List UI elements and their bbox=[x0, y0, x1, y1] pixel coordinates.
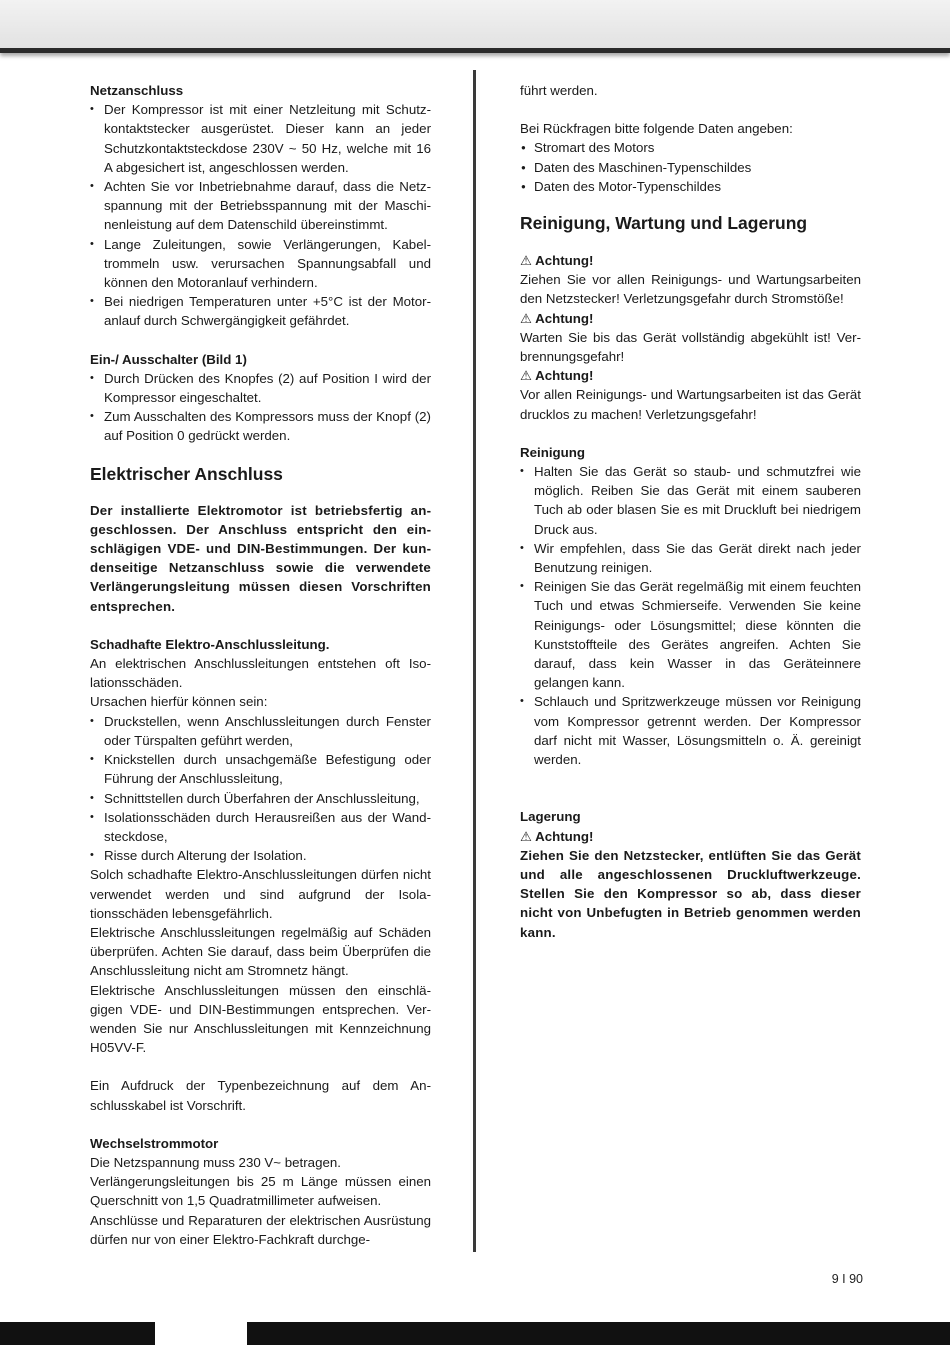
paragraph: Ziehen Sie vor allen Reinigungs- und Wartungsarbeiten den Netzstecker! Verletzungsgefahr durch Stromstöße! bbox=[520, 272, 861, 307]
warning-label: ⚠ Achtung! bbox=[520, 310, 594, 326]
section-title-lagerung: Lagerung bbox=[520, 809, 581, 825]
section-title-wechselstrommotor: Wechselstrommotor bbox=[90, 1135, 219, 1151]
footer-bar-gap bbox=[155, 1322, 247, 1345]
lagerung-notice: Ziehen Sie den Netzstecker, entlüften Sie das Gerät und alle angeschlossenen Druckluftwerkzeuge. Stellen Sie den Kompressor so ab, dass dieser nicht von Unbefugten in Betrieb genommen werden kann. bbox=[520, 847, 861, 940]
list-item: • Durch Drücken des Knopfes (2) auf Position I wird der Kompressor eingeschaltet. bbox=[90, 369, 431, 407]
paragraph: Bei Rückfragen bitte folgende Daten angeben: bbox=[520, 121, 793, 137]
paragraph: Ursachen hierfür können sein: bbox=[90, 694, 268, 710]
elektro-notice: Der installierte Elektromotor ist betriebsfertig angeschlossen. Der Anschluss entspricht den einschlägigen VDE- und DIN-Bestimmungen. Der kundenseitige Netzanschluss sowie die verwendete Verlängerungsleitung müssen diesen Vorschriften entsprechen. bbox=[90, 502, 431, 614]
list-item: • Bei niedrigen Temperaturen unter +5°C ist der Motoranlauf durch Schwergängigkeit gefährdet. bbox=[90, 292, 431, 330]
list-item: • Risse durch Alterung der Isolation. bbox=[90, 846, 431, 865]
list-item: • Schnittstellen durch Überfahren der Anschlussleitung, bbox=[90, 789, 431, 808]
list-item: • Wir empfehlen, dass Sie das Gerät direkt nach jeder Benutzung reinigen. bbox=[520, 539, 861, 577]
paragraph: Verlängerungsleitungen bis 25 m Länge müssen einen Querschnitt von 1,5 Quadratmillimeter aufweisen. bbox=[90, 1174, 431, 1209]
paragraph: Warten Sie bis das Gerät vollständig abgekühlt ist! Verbrennungsgefahr! bbox=[520, 329, 861, 365]
list-item: • Druckstellen, wenn Anschlussleitungen durch Fenster oder Türspalten geführt werden, bbox=[90, 712, 431, 750]
list-item: • Isolationsschäden durch Herausreißen aus der Wandsteckdose, bbox=[90, 808, 431, 846]
paragraph: Elektrische Anschlussleitungen regelmäßig auf Schäden überprüfen. Achten Sie darauf, dass beim Überprüfen die Anschlussleitung nicht am Stromnetz hängt. bbox=[90, 924, 431, 979]
section-title-switch: Ein-/ Ausschalter (Bild 1) bbox=[90, 351, 247, 367]
list-item: • Halten Sie das Gerät so staub- und schmutzfrei wie möglich. Reiben Sie das Gerät mit einem sauberen Tuch ab oder blasen Sie es mit Druckluft bei niedrigem Druck aus. bbox=[520, 462, 861, 539]
list-item: ● Daten des Maschinen-Typenschildes bbox=[520, 158, 861, 177]
paragraph: Solch schadhafte Elektro-Anschlussleitungen dürfen nicht verwendet werden und sind aufgrund der Isolationsschäden lebensgefährlich. bbox=[90, 867, 431, 921]
paragraph: Ein Aufdruck der Typenbezeichnung auf dem Anschlusskabel ist Vorschrift. bbox=[90, 1078, 431, 1113]
list-item: • Lange Zuleitungen, sowie Verlängerungen, Kabeltrommeln usw. verursachen Spannungsabfall und können den Motoranlauf verhindern. bbox=[90, 235, 431, 293]
paragraph: Die Netzspannung muss 230 V~ betragen. bbox=[90, 1154, 341, 1170]
netzanschluss-list bbox=[90, 100, 431, 330]
right-column bbox=[520, 81, 861, 942]
warning-label: ⚠ Achtung! bbox=[520, 368, 594, 384]
left-column bbox=[90, 81, 431, 1249]
warning-label: ⚠ Achtung! bbox=[520, 828, 594, 844]
list-item: • Reinigen Sie das Gerät regelmäßig mit einem feuchten Tuch und etwas Schmierseife. Verwenden Sie keine Reinigungs- oder Lösungsmittel; diese könnten die Kunststoffteile des Gerätes angreifen. Achten Sie darauf, dass kein Wasser in das Geräteinnere gelangen kann. bbox=[520, 577, 861, 692]
section-title-reinigung-wartung-lagerung: Reinigung, Wartung und Lagerung bbox=[520, 213, 808, 234]
list-item: • Der Kompressor ist mit einer Netzleitung mit Schutzkontaktstecker ausgerüstet. Dieser kann an jeder Schutzkontaktsteckdose 230V ~ 50 Hz, welche mit 16 A abgesichert ist, angeschlossen werden. bbox=[90, 100, 431, 177]
list-item: • Achten Sie vor Inbetriebnahme darauf, dass die Netzspannung mit der Betriebsspannung mit der Maschinenleistung auf dem Datenschild übereinstimmt. bbox=[90, 177, 431, 235]
footer-bar bbox=[0, 1322, 950, 1345]
list-item: • Schlauch und Spritzwerkzeuge müssen vor Reinigung vom Kompressor getrennt werden. Der Kompressor darf nicht mit Wasser, Lösungsmitteln o. Ä. gereinigt werden. bbox=[520, 692, 861, 769]
list-item: ● Stromart des Motors bbox=[520, 138, 861, 157]
paragraph: An elektrischen Anschlussleitungen entstehen oft Isolationsschäden. bbox=[90, 656, 431, 691]
warning-label: ⚠ Achtung! bbox=[520, 253, 594, 269]
column-divider bbox=[473, 70, 476, 1252]
paragraph: Anschlüsse und Reparaturen der elektrischen Ausrüstung dürfen nur von einer Elektro-Fachkraft durchge- bbox=[90, 1212, 431, 1247]
section-title-elektrischer-anschluss: Elektrischer Anschluss bbox=[90, 463, 283, 484]
switch-list bbox=[90, 369, 431, 446]
list-item: • Knickstellen durch unsachgemäße Befestigung oder Führung der Anschlussleitung, bbox=[90, 750, 431, 788]
reinigung-list bbox=[520, 462, 861, 769]
paragraph: führt werden. bbox=[520, 83, 598, 98]
section-title-reinigung: Reinigung bbox=[520, 444, 585, 460]
list-item: • Zum Ausschalten des Kompressors muss der Knopf (2) auf Position 0 gedrückt werden. bbox=[90, 407, 431, 445]
causes-list bbox=[90, 712, 431, 866]
header-bar bbox=[0, 0, 950, 53]
list-item: ● Daten des Motor-Typenschildes bbox=[520, 177, 861, 196]
section-title-netzanschluss: Netzanschluss bbox=[90, 83, 184, 98]
page-number: 9 I 90 bbox=[831, 1272, 863, 1286]
rueckfragen-list bbox=[520, 138, 861, 196]
paragraph: Vor allen Reinigungs- und Wartungsarbeiten ist das Gerät drucklos zu machen! Verletzungsgefahr! bbox=[520, 387, 861, 422]
paragraph: Elektrische Anschlussleitungen müssen den einschlägigen VDE- und DIN-Bestimmungen entsprechen. Verwenden Sie nur Anschlussleitungen mit Kennzeichnung H05VV-F. bbox=[90, 982, 431, 1056]
section-title-schadhafte-leitung: Schadhafte Elektro-Anschlussleitung. bbox=[90, 636, 330, 652]
